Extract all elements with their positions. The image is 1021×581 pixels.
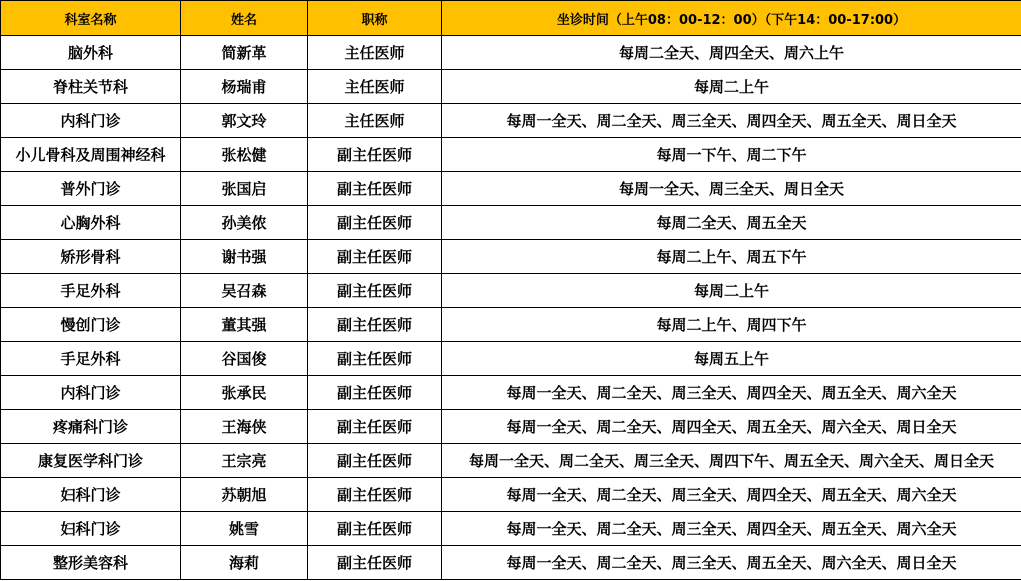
header-title: 职称 [308, 1, 442, 36]
department-cell: 内科门诊 [1, 104, 181, 138]
doctor-title-cell: 副主任医师 [308, 240, 442, 274]
table-row [1, 410, 1021, 444]
table-row [1, 138, 1021, 172]
doctor-title-cell: 副主任医师 [308, 376, 442, 410]
department-cell: 脑外科 [1, 36, 181, 70]
table-row [1, 104, 1021, 138]
header-department: 科室名称 [1, 1, 181, 36]
doctor-name-cell: 郭文玲 [181, 104, 308, 138]
schedule-cell: 每周一全天、周三全天、周日全天 [442, 172, 1021, 206]
doctor-name-cell: 董其强 [181, 308, 308, 342]
doctor-name-cell: 张承民 [181, 376, 308, 410]
schedule-cell: 每周五上午 [442, 342, 1021, 376]
table-row [1, 342, 1021, 376]
schedule-cell: 每周二上午 [442, 70, 1021, 104]
schedule-cell: 每周二全天、周四全天、周六上午 [442, 36, 1021, 70]
doctor-name-cell: 谢书强 [181, 240, 308, 274]
table-row [1, 36, 1021, 70]
doctor-title-cell: 副主任医师 [308, 342, 442, 376]
doctor-name-cell: 王海侠 [181, 410, 308, 444]
table-row [1, 274, 1021, 308]
table-row [1, 376, 1021, 410]
doctor-title-cell: 副主任医师 [308, 444, 442, 478]
doctor-title-cell: 副主任医师 [308, 546, 442, 580]
doctor-name-cell: 简新革 [181, 36, 308, 70]
table-row [1, 240, 1021, 274]
doctor-name-cell: 吴召森 [181, 274, 308, 308]
table-row [1, 444, 1021, 478]
department-cell: 康复医学科门诊 [1, 444, 181, 478]
schedule-cell: 每周一全天、周二全天、周三全天、周四全天、周五全天、周六全天 [442, 376, 1021, 410]
doctor-name-cell: 孙美侬 [181, 206, 308, 240]
doctor-name-cell: 杨瑞甫 [181, 70, 308, 104]
doctor-title-cell: 主任医师 [308, 36, 442, 70]
department-cell: 矫形骨科 [1, 240, 181, 274]
header-clinic-hours: 坐诊时间（上午08：00-12：00）（下午14：00-17:00） [442, 1, 1021, 36]
doctor-name-cell: 谷国俊 [181, 342, 308, 376]
table-row [1, 70, 1021, 104]
department-cell: 脊柱关节科 [1, 70, 181, 104]
table-header [1, 1, 1021, 36]
department-cell: 慢创门诊 [1, 308, 181, 342]
department-cell: 普外门诊 [1, 172, 181, 206]
schedule-cell: 每周一全天、周二全天、周三全天、周四全天、周五全天、周六全天 [442, 512, 1021, 546]
schedule-cell: 每周一全天、周二全天、周四全天、周五全天、周六全天、周日全天 [442, 410, 1021, 444]
department-cell: 手足外科 [1, 342, 181, 376]
table-row [1, 512, 1021, 546]
doctor-title-cell: 副主任医师 [308, 478, 442, 512]
schedule-cell: 每周一全天、周二全天、周三全天、周四全天、周五全天、周六全天 [442, 478, 1021, 512]
doctor-title-cell: 副主任医师 [308, 138, 442, 172]
doctor-title-cell: 主任医师 [308, 70, 442, 104]
table-row [1, 478, 1021, 512]
schedule-cell: 每周二上午、周四下午 [442, 308, 1021, 342]
doctor-title-cell: 副主任医师 [308, 172, 442, 206]
doctor-name-cell: 王宗亮 [181, 444, 308, 478]
doctor-name-cell: 张松健 [181, 138, 308, 172]
table-row [1, 206, 1021, 240]
doctor-name-cell: 姚雪 [181, 512, 308, 546]
header-name: 姓名 [181, 1, 308, 36]
doctor-title-cell: 副主任医师 [308, 308, 442, 342]
schedule-cell: 每周一全天、周二全天、周三全天、周四全天、周五全天、周日全天 [442, 104, 1021, 138]
department-cell: 妇科门诊 [1, 478, 181, 512]
department-cell: 小儿骨科及周围神经科 [1, 138, 181, 172]
schedule-cell: 每周一全天、周二全天、周三全天、周四下午、周五全天、周六全天、周日全天 [442, 444, 1021, 478]
table-row [1, 546, 1021, 580]
department-cell: 疼痛科门诊 [1, 410, 181, 444]
table-row [1, 172, 1021, 206]
doctor-name-cell: 苏朝旭 [181, 478, 308, 512]
doctor-title-cell: 副主任医师 [308, 410, 442, 444]
schedule-cell: 每周一全天、周二全天、周三全天、周五全天、周六全天、周日全天 [442, 546, 1021, 580]
department-cell: 妇科门诊 [1, 512, 181, 546]
table-body [1, 36, 1021, 580]
doctor-title-cell: 主任医师 [308, 104, 442, 138]
schedule-cell: 每周二上午、周五下午 [442, 240, 1021, 274]
department-cell: 手足外科 [1, 274, 181, 308]
schedule-cell: 每周二全天、周五全天 [442, 206, 1021, 240]
department-cell: 内科门诊 [1, 376, 181, 410]
schedule-cell: 每周一下午、周二下午 [442, 138, 1021, 172]
department-cell: 心胸外科 [1, 206, 181, 240]
table-row [1, 308, 1021, 342]
header-row [1, 1, 1021, 36]
doctor-name-cell: 张国启 [181, 172, 308, 206]
department-cell: 整形美容科 [1, 546, 181, 580]
doctor-name-cell: 海莉 [181, 546, 308, 580]
doctor-title-cell: 副主任医师 [308, 512, 442, 546]
doctor-title-cell: 副主任医师 [308, 274, 442, 308]
schedule-cell: 每周二上午 [442, 274, 1021, 308]
doctor-title-cell: 副主任医师 [308, 206, 442, 240]
